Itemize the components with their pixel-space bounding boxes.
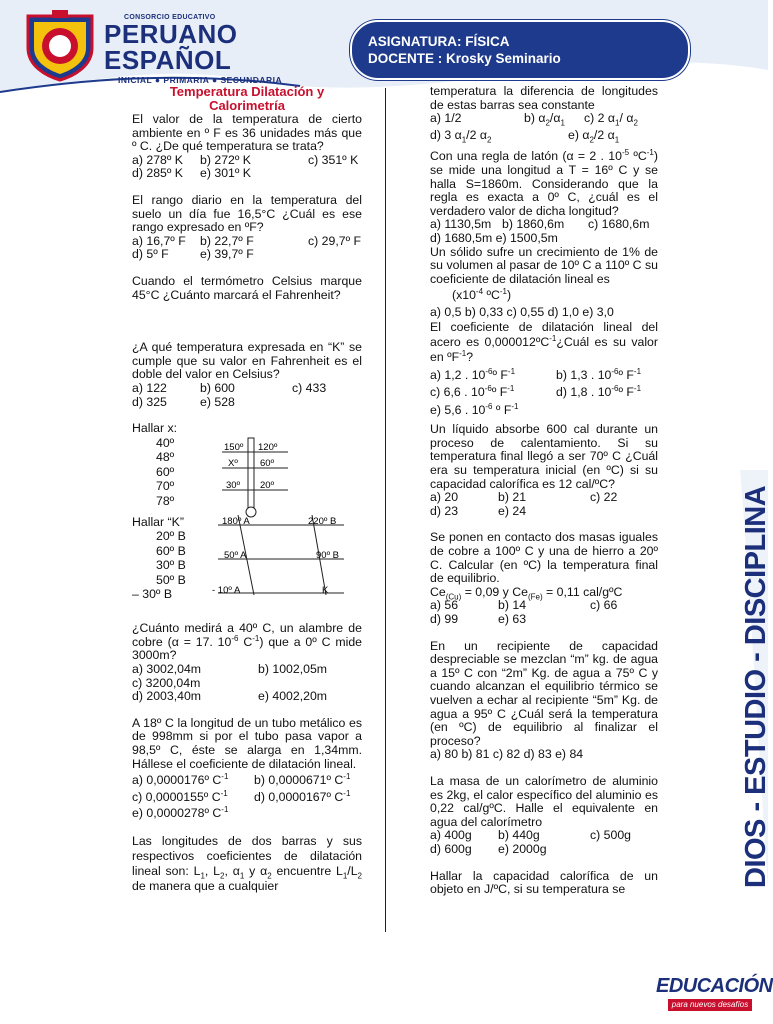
- q11-unit: ($x10^{-4}$ ºC$^{-1}$): [452, 287, 512, 303]
- fig-label-20: 20º: [260, 479, 275, 491]
- question-7: ¿Cuánto medirá a 40º C, un alambre de cobre (α = 17. $10^{-6}$ $C^{-1}$) que a 0º C mide 3000m?: [132, 621, 362, 663]
- fig-label-k: K: [322, 585, 329, 597]
- q6-options: 20º B 60º B 30º B 50º B – 30º B: [132, 529, 186, 602]
- q11-options: a) 0,5 b) 0,33 c) 0,55 d) 1,0 e) 3,0: [430, 304, 614, 319]
- q5-thermometer-block: [132, 436, 362, 516]
- q8-option-e: e) 0,0000278º $C^{-1}$: [132, 805, 229, 821]
- question-9-continued: temperatura la diferencia de longitudes de estas barras sea constante: [430, 84, 658, 112]
- q14-options-row1: a) 56 b) 14 c) 66: [430, 598, 618, 613]
- question-11: Un sólido sufre un crecimiento de 1% de su volumen al pasar de 10º C a 110º C su coeficiente de dilatación lineal es: [430, 244, 658, 286]
- fig-label-150: 150º: [224, 441, 244, 453]
- question-3: Cuando el termómetro Celsius marque 45°C ¿Cuánto marcará el Fahrenheit?: [132, 273, 362, 302]
- q7-option-c: c) 3200,04m: [132, 675, 201, 690]
- fig-label-120: 120º: [258, 441, 278, 453]
- fig-label-90b: 90º B: [316, 550, 340, 562]
- q12-options-row1: a) 1,2 . $10^{-6}º$ $F^{-1}$ b) 1,3 . $10^{-6}º$ $F^{-1}$: [430, 366, 642, 382]
- consortium-label: CONSORCIO EDUCATIVO: [124, 14, 216, 21]
- question-16: La masa de un calorímetro de aluminio es 2kg, el calor específico del aluminio es 0,22 cal/gºC. Halle el equivalente en agua del calorímetro: [430, 773, 658, 829]
- q13-options-row2: d) 23 e) 24: [430, 503, 527, 518]
- q10-options-row2: d) 1680,5m e) 1500,5m: [430, 230, 558, 245]
- right-column: [430, 85, 658, 897]
- fig-label-x: Xº: [228, 457, 238, 469]
- q14-options-row2: d) 99 e) 63: [430, 612, 527, 626]
- q16-options-row1: a) 400g b) 440g c) 500g: [430, 828, 632, 843]
- q10-options-row1: a) 1130,5m b) 1860,6m c) 1680,6m: [430, 217, 650, 232]
- q15-options: a) 80 b) 81 c) 82 d) 83 e) 84: [430, 747, 584, 762]
- school-levels: INICIAL ● PRIMARIA ● SECUNDARIA: [118, 75, 283, 85]
- q1-options-row1: a) 278º K b) 272º K c) 351º K: [132, 152, 359, 167]
- fig-label-30: 30º: [226, 479, 241, 491]
- fig-label-minus10a: - 10º A: [212, 585, 241, 597]
- question-15: En un recipiente de capacidad despreciable se mezclan “m” kg. de agua a 15º C con “2m” Kg. de agua a 75º C y cuando alcanzan el equilibrio térmico se vuelven a echar al recipiente “5m” Kg. de agua a 95º C ¿Cuál será la temperatura (en ºC) de equilibrio al finalizar el proceso?: [430, 638, 658, 748]
- q14-specific-heats: $Ce_{(Cu)} = 0,09$ y $Ce_{(Fe)} = 0,11$ cal/gºC: [430, 584, 623, 602]
- q13-options-row1: a) 20 b) 21 c) 22: [430, 490, 618, 505]
- question-8: A 18º C la longitud de un tubo metálico es de 998mm si por el tubo pasa vapor a 98,5º C, éste se alarga en 1,34mm. Hállese el coeficiente de dilatación lineal.: [132, 715, 362, 771]
- q7-options-row3: d) 2003,40m e) 4002,20m: [132, 689, 328, 704]
- q7-options-row1: a) 3002,04m b) 1002,05m: [132, 662, 328, 677]
- q2-options-row1: a) 16,7º F b) 22,7º F c) 29,7º F: [132, 233, 362, 248]
- education-logo: [654, 975, 773, 1015]
- school-shield-logo: [22, 8, 98, 82]
- scales-diagram: [212, 515, 352, 595]
- q2-options-row2: d) 5º F e) 39,7º F: [132, 247, 254, 262]
- question-9: Las longitudes de dos barras y sus respectivos coeficientes de dilatación lineal son: $L_1$, $L_2$, $\alpha_1$ y $\alpha_2$ encuentre $L_1/L_2$ de manera que a cualquier: [132, 834, 362, 893]
- question-13: Un líquido absorbe 600 cal durante un proceso de calentamiento. Si su temperatura final llegó a ser 70º C ¿Cuál era su temperatura inicial (en ºC) si su capacidad calorífica es 12 cal/ºC?: [430, 422, 658, 491]
- question-10: Con una regla de latón (α = 2 . $10^{-5}$ ºC$^{-1}$) se mide una longitud a T = 16º C y se halla S=1860m. Considerando que la regla es exacta a 0º C, ¿cuál es el verdadero valor de dicha longitud?: [430, 148, 658, 218]
- worksheet-title: Temperatura Dilatación y Calorimetría: [169, 84, 325, 113]
- question-5: Hallar x:: [132, 421, 178, 436]
- question-2: El rango diario en la temperatura del suelo un día fue 16,5°C ¿Cuál es ese rango expresado en ºF?: [132, 192, 362, 235]
- q8-options-row2: c) 0,0000155º $C^{-1}$ d) 0,0000167º $C^{-1}$: [132, 788, 351, 804]
- school-name: PERUANO ESPAÑOL: [104, 19, 238, 75]
- left-column: [132, 85, 362, 894]
- question-1: El valor de la temperatura de cierto ambiente en º F es 36 unidades más que º C. ¿De qué temperatura se trata?: [132, 112, 362, 154]
- question-12: El coeficiente de dilatación lineal del acero es 0,000012ºC$^{-1}$¿Cuál es su valor en ºF$^{-1}$?: [430, 319, 658, 364]
- subject-banner: [350, 20, 690, 80]
- q12-options-row2: c) 6,6 . $10^{-6}º$ $F^{-1}$ d) 1,8 . $10^{-6}º$ $F^{-1}$: [430, 384, 642, 400]
- q12-option-e: e) 5,6 . $10^{-6}$ º $F^{-1}$: [430, 401, 519, 417]
- fig-label-60: 60º: [260, 457, 275, 469]
- q4-options-row2: d) 325 e) 528: [132, 394, 235, 409]
- fig-label-50a: 50º A: [224, 550, 247, 562]
- education-brand: EDUCACIÓN: [656, 975, 773, 997]
- column-divider: [385, 88, 386, 932]
- fig-label-180a: 180º A: [222, 516, 250, 528]
- school-name-block: [104, 14, 334, 85]
- q9-options-row2: d) 3 $\alpha_1/2$ $\alpha_2$ e) $\alpha_2/2$ $\alpha_1$: [430, 127, 620, 145]
- question-17: Hallar la capacidad calorífica de un objeto en J/ºC, si su temperatura se: [430, 868, 658, 897]
- q9-options-row1: a) 1/2 b) $\alpha_2/\alpha_1$ c) 2 $\alpha_1/$ $\alpha_2$: [430, 111, 638, 128]
- q5-options: 40º 48º 60º 70º 78º: [156, 435, 175, 508]
- q1-options-row2: d) 285º K e) 301º K: [132, 166, 251, 181]
- q16-options-row2: d) 600g e) 2000g: [430, 841, 547, 856]
- motto-vertical: DIOS - ESTUDIO - DISCIPLINA: [740, 485, 772, 888]
- subject-label: ASIGNATURA: FÍSICA: [368, 34, 510, 49]
- question-6: Hallar “K”: [132, 514, 184, 529]
- q8-options-row1: a) 0,0000176º $C^{-1}$ b) 0,0000671º $C^{-1}$: [132, 772, 351, 788]
- question-14: Se ponen en contacto dos masas iguales de cobre a 100º C y una de hierro a 20º C. Calcular (en ºC) la temperatura final de equilibrio.: [430, 530, 658, 586]
- thermometer-diagram: [218, 438, 318, 518]
- q4-options-row1: a) 122 b) 600 c) 433: [132, 380, 327, 395]
- education-tagline: para nuevos desafíos: [668, 999, 752, 1011]
- fig-label-220b: 220º B: [308, 516, 337, 528]
- teacher-label: DOCENTE : Krosky Seminario: [368, 51, 561, 66]
- question-4: ¿A qué temperatura expresada en “K” se cumple que su valor en Fahrenheit es el doble del valor en Celsius?: [132, 340, 362, 382]
